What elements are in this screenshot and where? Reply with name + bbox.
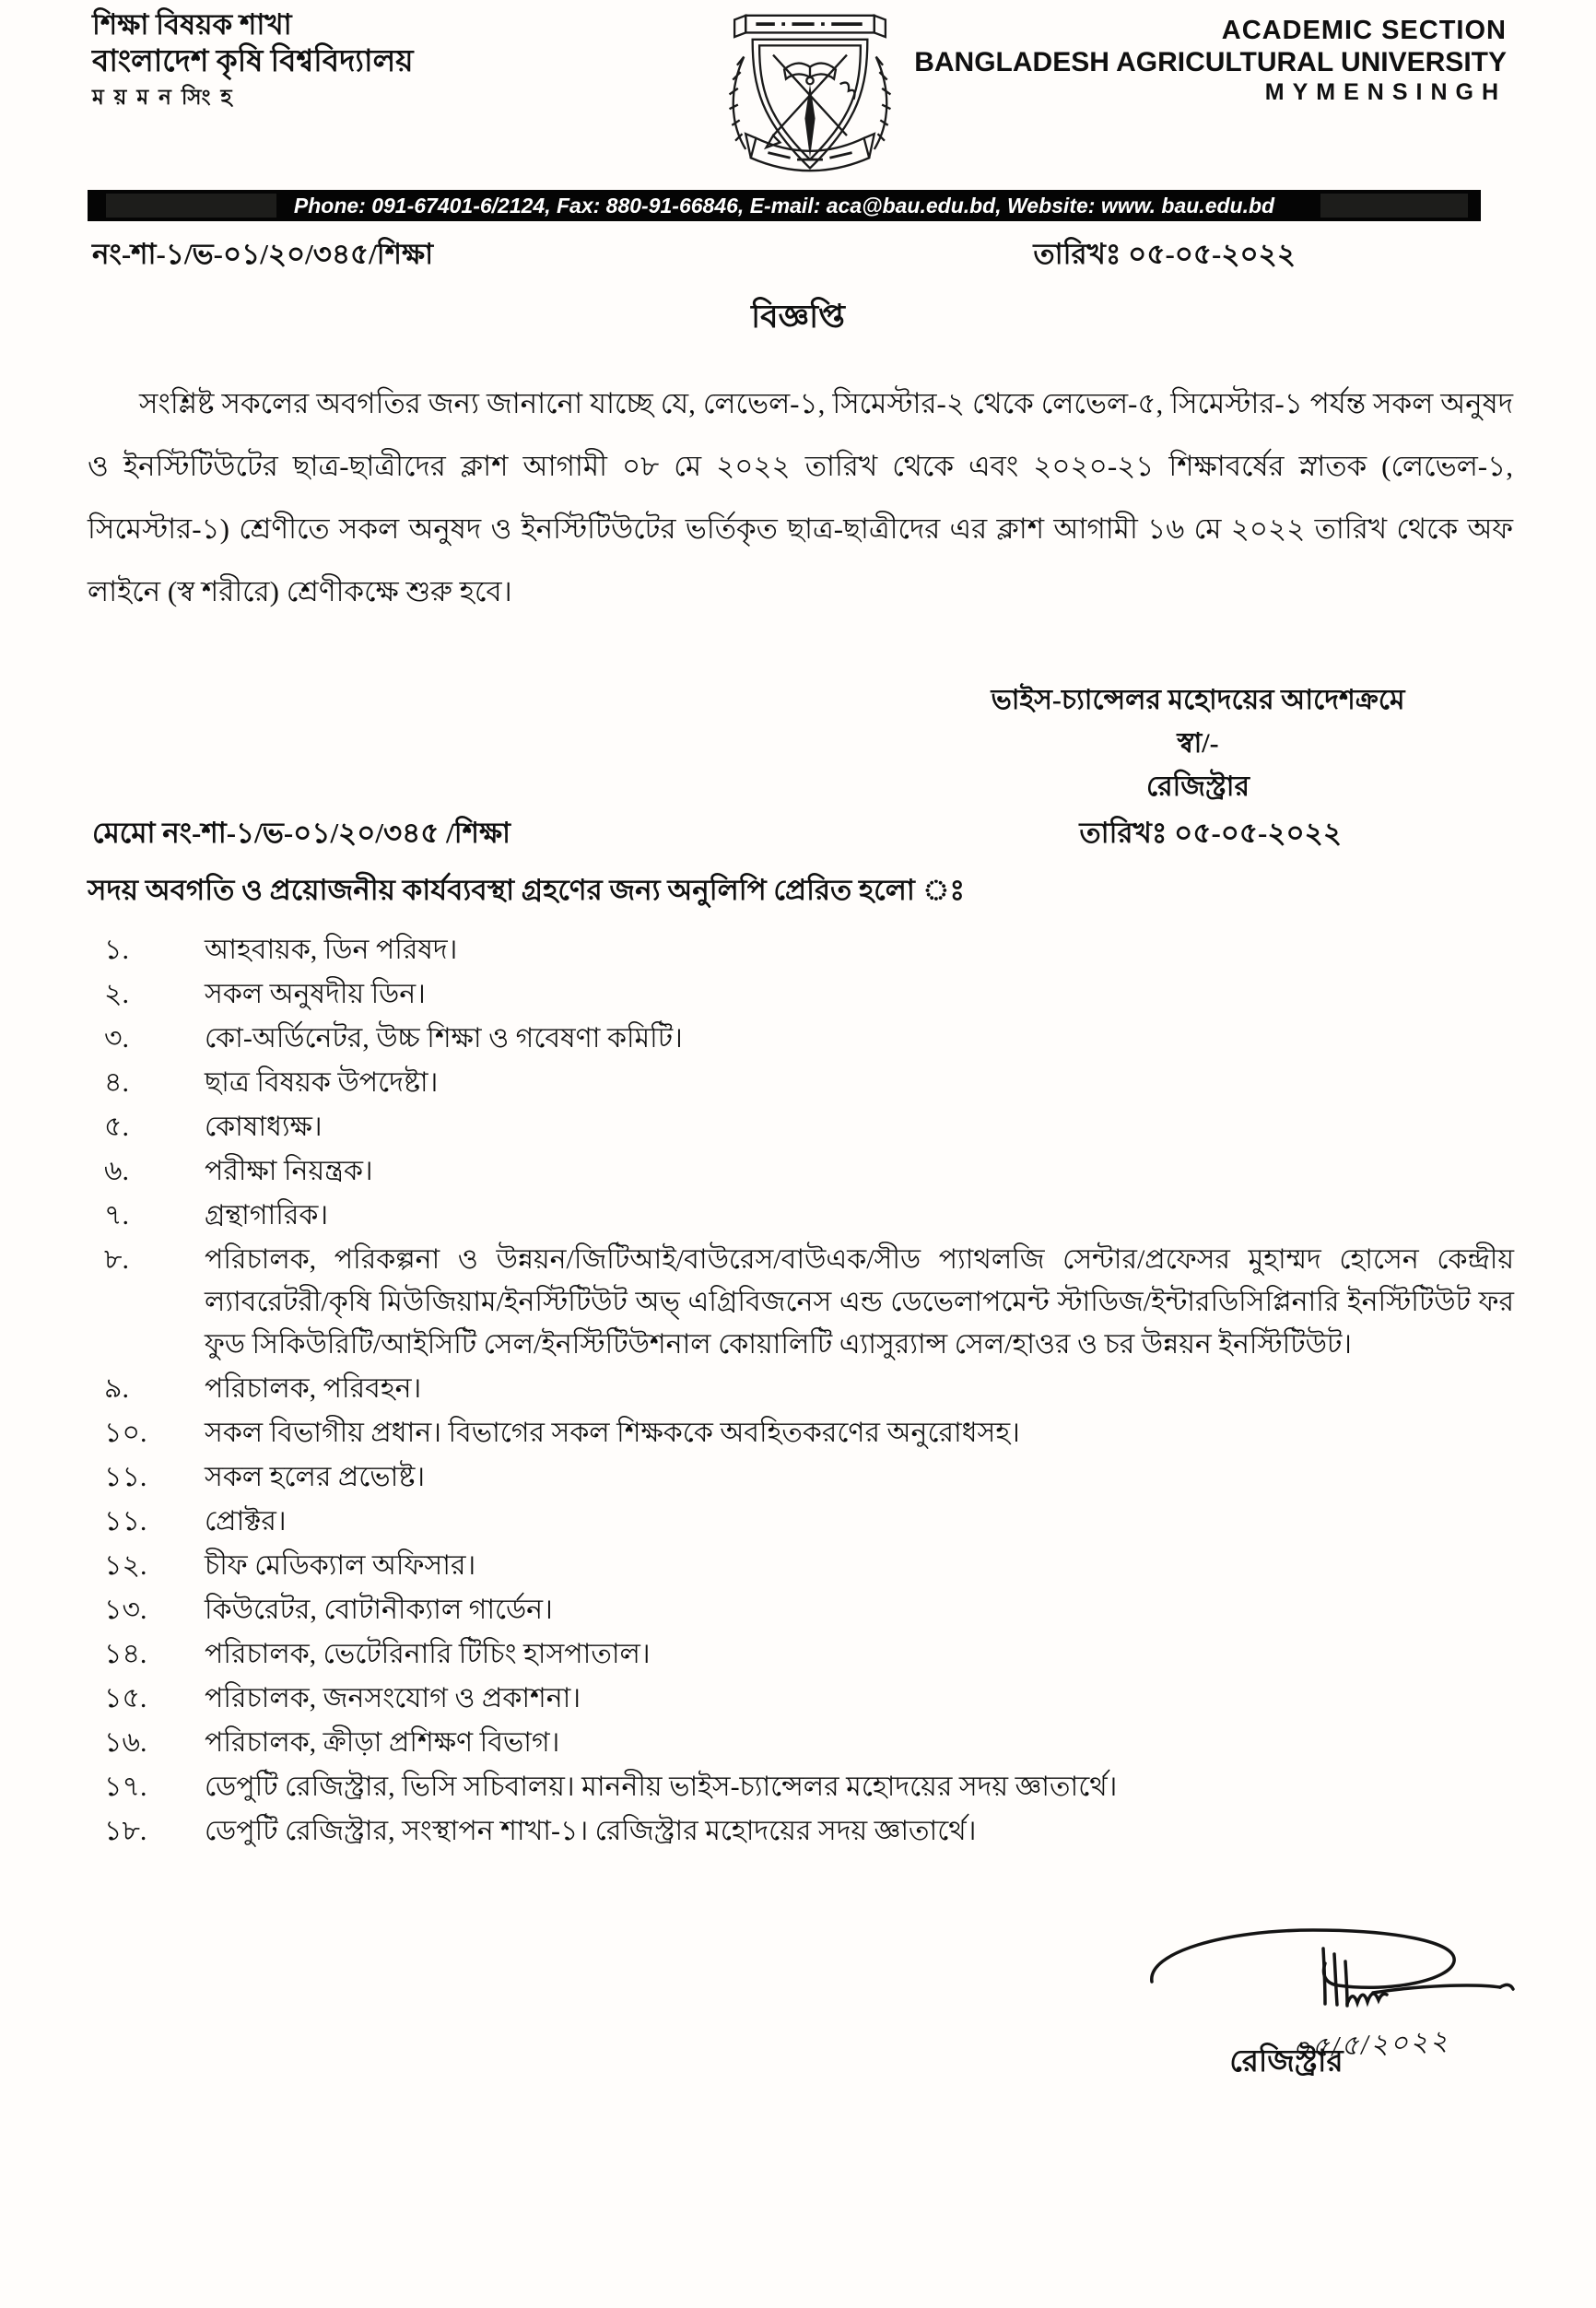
list-item-number: ১১. xyxy=(104,1506,147,1537)
list-item xyxy=(88,1766,1514,1808)
list-item-number: ১২. xyxy=(104,1550,147,1581)
list-item-number: ৩. xyxy=(104,1023,130,1054)
list-item xyxy=(88,1239,1514,1366)
list-item-text: সকল বিভাগীয় প্রধান। বিভাগের সকল শিক্ষককে অবহিতকরণের অনুরোধসহ। xyxy=(205,1418,1020,1448)
city-name-bn: ময়মনসিংহ xyxy=(92,86,242,109)
list-item-number: ১৭. xyxy=(104,1772,147,1802)
order-signature-block xyxy=(954,678,1442,808)
list-item xyxy=(88,1501,1514,1543)
list-item xyxy=(88,1412,1514,1454)
university-name-en: BANGLADESH AGRICULTURAL UNIVERSITY xyxy=(914,47,1507,78)
distribution-intro: সদয় অবগতি ও প্রয়োজনীয় কার্যব্যবস্থা গ্রহণের জন্য অনুলিপি প্রেরিত হলো ঃ xyxy=(88,874,965,906)
list-item-text: গ্রন্থাগারিক। xyxy=(205,1200,329,1231)
list-item-text: সকল অনুষদীয় ডিন। xyxy=(205,979,426,1009)
list-item xyxy=(88,1810,1514,1853)
page-title: বিজ্ঞপ্তি xyxy=(751,299,845,335)
list-item-text: কোষাধ্যক্ষ। xyxy=(205,1112,323,1142)
section-name-en: ACADEMIC SECTION xyxy=(1221,16,1507,45)
contact-info-text: Phone: 091-67401-6/2124, Fax: 880-91-66846, E-mail: aca@bau.edu.bd, Website: www. bau.edu.bd xyxy=(293,193,1275,218)
signatory-title: রেজিস্ট্রার xyxy=(1229,2045,1344,2078)
list-item-number: ১৩. xyxy=(104,1595,147,1625)
list-item xyxy=(88,929,1514,971)
list-item-text: পরিচালক, ভেটেরিনারি টিচিং হাসপাতাল। xyxy=(205,1639,651,1669)
memo-row xyxy=(92,811,1342,859)
redacted-block-right xyxy=(1320,194,1468,218)
list-item-number: ১৬. xyxy=(104,1727,147,1758)
reference-row xyxy=(92,232,1296,280)
list-item-text: পরিচালক, পরিবহন। xyxy=(205,1373,422,1404)
list-item-text: পরিচালক, জনসংযোগ ও প্রকাশনা। xyxy=(205,1683,581,1713)
list-item-text: ডেপুটি রেজিস্ট্রার, সংস্থাপন শাখা-১। রেজিস্ট্রার মহোদয়ের সদয় জ্ঞাতার্থে। xyxy=(205,1816,977,1846)
list-item xyxy=(88,1368,1514,1410)
list-item xyxy=(88,1106,1514,1148)
list-item xyxy=(88,1678,1514,1720)
memo-number: নং-শা-১/ভ-০১/২০/৩৪৫/শিক্ষা xyxy=(92,238,434,270)
list-item-text: পরিচালক, পরিকল্পনা ও উন্নয়ন/জিটিআই/বাউরেস/বাউএক/সীড প্যাথলজি সেন্টার/প্রফেসর মুহাম্মদ হোসেন কেন্দ্রীয় ল্যাবরেটরী/কৃষি মিউজিয়াম/ইনস্টিটিউট অভ্ এগ্রিবিজনেস এন্ড ডেভেলাপমেন্ট স্টাডিজ/ইন্টারডিসিপ্লিনারি ইনস্টিটিউট ফর ফুড সিকিউরিটি/আইসিটি সেল/ইনস্টিটিউশনাল কোয়ালিটি এ্যাসুর‍্যান্স সেল/হাওর ও চর উন্নয়ন ইনস্টিটিউট। xyxy=(205,1244,1514,1360)
list-item xyxy=(88,973,1514,1016)
list-item-number: ৫. xyxy=(104,1112,129,1142)
section-name-bn: শিক্ষা বিষয়ক শাখা xyxy=(92,8,292,41)
memo2-number: মেমো নং-শা-১/ভ-০১/২০/৩৪৫ /শিক্ষা xyxy=(92,817,511,849)
memo2-date: তারিখঃ ০৫-০৫-২০২২ xyxy=(1079,817,1342,849)
header-left-bengali xyxy=(92,7,414,112)
header-right-english xyxy=(914,15,1507,106)
footer-signature-area xyxy=(1097,1915,1539,2089)
list-item-text: আহবায়ক, ডিন পরিষদ। xyxy=(205,935,458,965)
list-item xyxy=(88,1589,1514,1631)
redacted-block-left xyxy=(106,194,276,218)
city-name-en: MYMENSINGH xyxy=(1264,78,1507,105)
signed-abbrev: স্বা/- xyxy=(1177,728,1219,759)
issue-date: তারিখঃ ০৫-০৫-২০২২ xyxy=(1033,238,1296,270)
list-item xyxy=(88,1018,1514,1060)
notice-body-paragraph: সংশ্লিষ্ট সকলের অবগতির জন্য জানানো যাচ্ছে যে, লেভেল-১, সিমেস্টার-২ থেকে লেভেল-৫, সিমেস্টার-১ পর্যন্ত সকল অনুষদ ও ইনস্টিটিউটের ছাত্র-ছাত্রীদের ক্লাশ আগামী ০৮ মে ২০২২ তারিখ থেকে এবং ২০২০-২১ শিক্ষাবর্ষের স্নাতক (লেভেল-১, সিমেস্টার-১) শ্রেণীতে সকল অনুষদ ও ইনস্টিটিউটের ভর্তিকৃত ছাত্র-ছাত্রীদের এর ক্লাশ আগামী ১৬ মে ২০২২ তারিখ থেকে অফ লাইনে (স্ব শরীরে) শ্রেণীকক্ষে শুরু হবে। xyxy=(88,387,1513,607)
list-item-number: ১১. xyxy=(104,1462,147,1492)
list-item xyxy=(88,1722,1514,1764)
list-item xyxy=(88,1456,1514,1499)
list-item-number: ৮. xyxy=(104,1244,129,1275)
list-item-text: ছাত্র বিষয়ক উপদেষ্টা। xyxy=(205,1067,439,1098)
list-item xyxy=(88,1633,1514,1676)
list-item xyxy=(88,1150,1514,1193)
list-item-number: ৬. xyxy=(104,1156,130,1186)
by-order-line: ভাইস-চ্যান্সেলর মহোদয়ের আদেশক্রমে xyxy=(991,685,1405,715)
registrar-label: রেজিস্ট্রার xyxy=(1145,771,1250,802)
list-item-number: ৯. xyxy=(104,1373,129,1404)
list-item-text: সকল হলের প্রভোষ্ট। xyxy=(205,1462,426,1492)
list-item xyxy=(88,1195,1514,1237)
contact-info-bar xyxy=(88,190,1481,221)
list-item-number: ১. xyxy=(104,935,129,965)
list-item-number: ২. xyxy=(104,979,130,1009)
list-item-number: ৪. xyxy=(104,1067,129,1098)
list-item-text: প্রোক্টর। xyxy=(205,1506,287,1537)
list-item-number: ৭. xyxy=(104,1200,130,1231)
university-name-bn: বাংলাদেশ কৃষি বিশ্ববিদ্যালয় xyxy=(92,44,414,78)
list-item-number: ১০. xyxy=(104,1418,147,1448)
list-item-number: ১৫. xyxy=(104,1683,147,1713)
list-item-text: কিউরেটর, বোটানীক্যাল গার্ডেন। xyxy=(205,1595,553,1625)
list-item-text: ডেপুটি রেজিস্ট্রার, ভিসি সচিবালয়। মাননীয় ভাইস-চ্যান্সেলর মহোদয়ের সদয় জ্ঞাতার্থে। xyxy=(205,1772,1118,1802)
list-item-text: পরিচালক, ক্রীড়া প্রশিক্ষণ বিভাগ। xyxy=(205,1727,560,1758)
list-item-text: পরীক্ষা নিয়ন্ত্রক। xyxy=(205,1156,373,1186)
list-item xyxy=(88,1545,1514,1587)
list-item-text: কো-অর্ডিনেটর, উচ্চ শিক্ষা ও গবেষণা কমিটি। xyxy=(205,1023,683,1054)
university-crest-icon xyxy=(711,4,909,183)
distribution-list xyxy=(88,929,1514,1855)
list-item-number: ১৮. xyxy=(104,1816,147,1846)
list-item-number: ১৪. xyxy=(104,1639,147,1669)
handwritten-date: ০৫/৫/২০২২ xyxy=(1291,2025,1450,2065)
list-item-text: চীফ মেডিক্যাল অফিসার। xyxy=(205,1550,476,1581)
list-item xyxy=(88,1062,1514,1104)
